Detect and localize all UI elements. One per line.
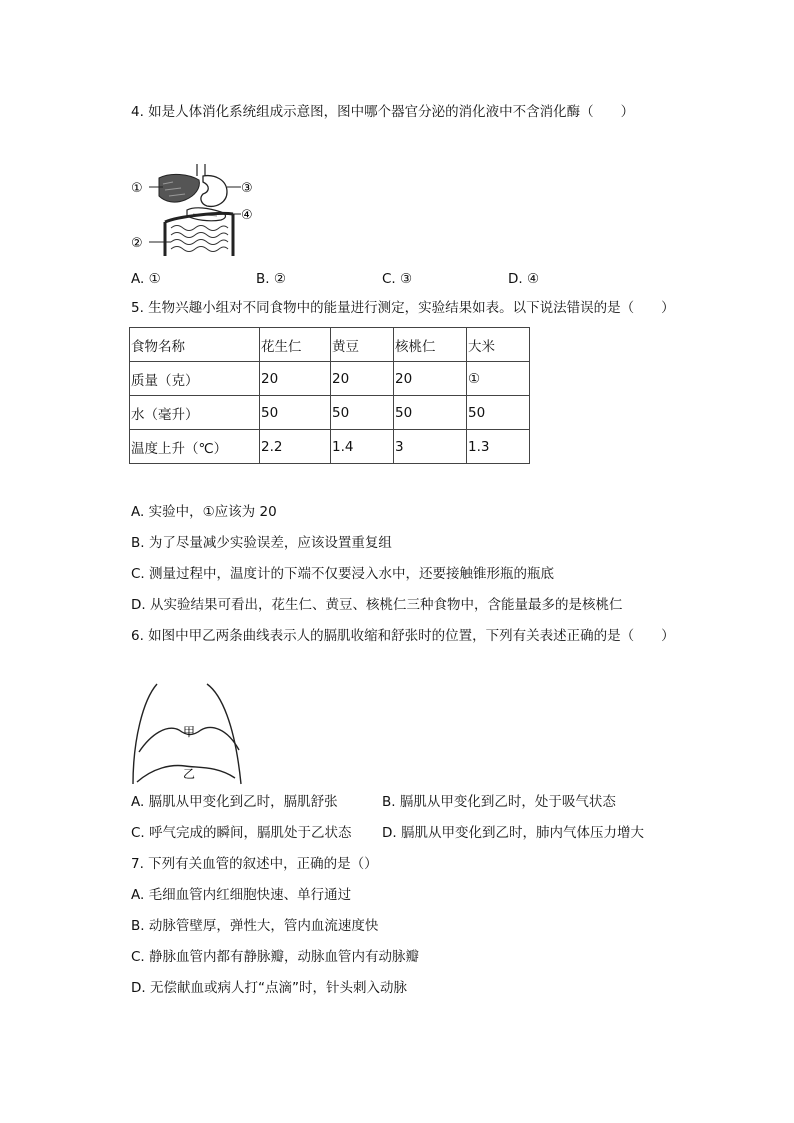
table-cell: 50	[331, 396, 394, 430]
table-cell: 核桃仁	[394, 328, 467, 362]
table-cell: ①	[467, 362, 530, 396]
table-cell: 50	[394, 396, 467, 430]
table-cell: 20	[331, 362, 394, 396]
q7-option-d[interactable]: D. 无偿献血或病人打“点滴”时，针头刺入动脉	[131, 980, 407, 996]
q5-option-d[interactable]: D. 从实验结果可看出，花生仁、黄豆、核桃仁三种食物中，含能量最多的是核桃仁	[131, 597, 623, 613]
q6-stem: 6. 如图中甲乙两条曲线表示人的膈肌收缩和舒张时的位置，下列有关表述正确的是（ ）	[131, 628, 675, 644]
table-cell: 1.3	[467, 430, 530, 464]
label-3: ③	[241, 181, 253, 196]
table-cell: 20	[260, 362, 331, 396]
table-cell: 2.2	[260, 430, 331, 464]
table-cell: 3	[394, 430, 467, 464]
table-cell: 花生仁	[260, 328, 331, 362]
q5-option-b[interactable]: B. 为了尽量减少实验误差，应该设置重复组	[131, 535, 392, 551]
q6-option-d[interactable]: D. 膈肌从甲变化到乙时，肺内气体压力增大	[382, 825, 644, 841]
table-row	[130, 362, 530, 396]
q4-option-d[interactable]: D. ④	[508, 271, 540, 287]
table-cell: 50	[467, 396, 530, 430]
label-jia: 甲	[183, 725, 196, 739]
q5-option-c[interactable]: C. 测量过程中，温度计的下端不仅要浸入水中，还要接触锥形瓶的瓶底	[131, 566, 555, 582]
q6-option-a[interactable]: A. 膈肌从甲变化到乙时，膈肌舒张	[131, 794, 338, 810]
table-cell: 食物名称	[130, 328, 260, 362]
table-cell: 1.4	[331, 430, 394, 464]
q7-option-b[interactable]: B. 动脉管壁厚，弹性大，管内血流速度快	[131, 918, 379, 934]
q7-option-c[interactable]: C. 静脉血管内都有静脉瓣，动脉血管内有动脉瓣	[131, 949, 420, 965]
label-yi: 乙	[183, 767, 196, 781]
q7-stem: 7. 下列有关血管的叙述中，正确的是（）	[131, 856, 378, 872]
digestive-system-diagram	[129, 162, 259, 258]
table-header-row	[130, 328, 530, 362]
food-energy-table	[129, 327, 530, 464]
q4-option-a[interactable]: A. ①	[131, 271, 161, 287]
table-cell: 水（毫升）	[130, 396, 260, 430]
digestive-system-figure	[129, 162, 259, 262]
q5-stem: 5. 生物兴趣小组对不同食物中的能量进行测定，实验结果如表。以下说法错误的是（ ）	[131, 300, 675, 316]
table-cell: 大米	[467, 328, 530, 362]
table-row	[130, 396, 530, 430]
diaphragm-diagram	[129, 680, 269, 788]
q7-option-a[interactable]: A. 毛细血管内红细胞快速、单行通过	[131, 887, 352, 903]
table-cell: 质量（克）	[130, 362, 260, 396]
q4-option-b[interactable]: B. ②	[256, 271, 286, 287]
table-cell: 50	[260, 396, 331, 430]
table-cell: 20	[394, 362, 467, 396]
q5-option-a[interactable]: A. 实验中，①应该为 20	[131, 504, 277, 520]
q4-option-c[interactable]: C. ③	[382, 271, 413, 287]
table-cell: 温度上升（℃）	[130, 430, 260, 464]
table-cell: 黄豆	[331, 328, 394, 362]
q4-stem: 4. 如是人体消化系统组成示意图，图中哪个器官分泌的消化液中不含消化酶（ ）	[131, 104, 635, 120]
label-1: ①	[131, 181, 143, 196]
q6-option-b[interactable]: B. 膈肌从甲变化到乙时，处于吸气状态	[382, 794, 616, 810]
label-2: ②	[131, 236, 143, 251]
diaphragm-figure	[129, 680, 269, 792]
q6-option-c[interactable]: C. 呼气完成的瞬间，膈肌处于乙状态	[131, 825, 352, 841]
table-row	[130, 430, 530, 464]
label-4: ④	[241, 208, 253, 223]
